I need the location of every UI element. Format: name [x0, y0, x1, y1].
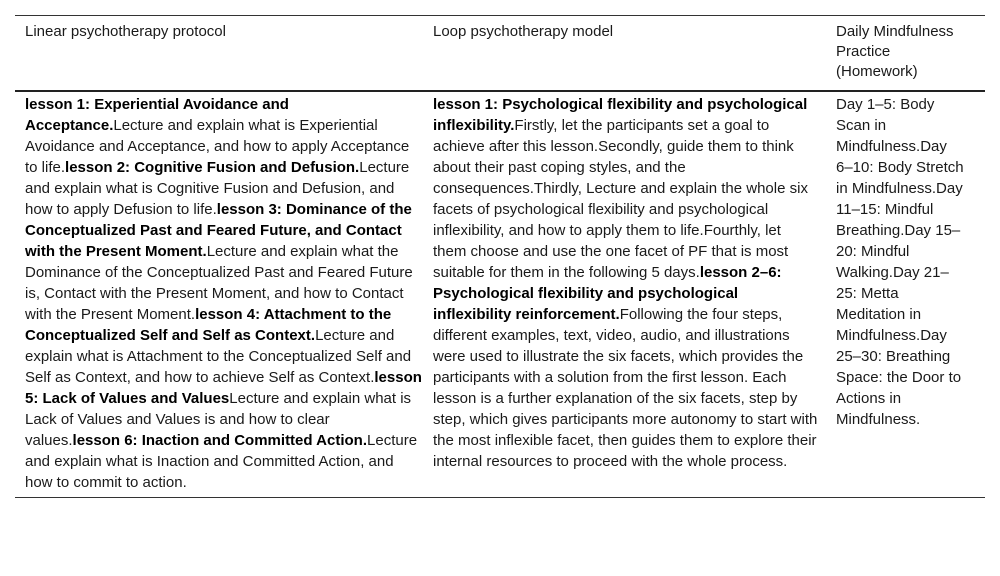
table-header-row: [15, 16, 985, 90]
cell-loop-model: [433, 94, 826, 493]
table-bottom-rule: [15, 497, 985, 498]
loop-lesson-2-6-text: Following the four steps, different examples, text, video, audio, and illustrations were used to illustrate the six facets, which provides the participants with a solution from the first lesson. Each lesson is a further explanation of the six facets, step by step, which gives participants more autonomy to start with the most inflexible facet, then guides them to explore their internal resources to proceed with the whole process.: [433, 306, 818, 470]
linear-lesson-3-text: Lecture and explain what the Dominance of the Conceptualized Past and Feared Future is, Contact with the Present Moment, and how to Contact with the Present Moment.: [25, 243, 413, 323]
linear-lesson-5-title: lesson 5: Lack of Values and Values: [25, 369, 422, 407]
loop-lesson-1-text: Firstly, let the participants set a goal to achieve after this lesson.Secondly, guide them to think about their past coping styles, and the consequences.Thirdly, Lecture and explain the whole six facets of psychological flexibility and psychological inflexibility, and how to apply them to life.Fourthly, let them choose and use the one facet of PF that is most suitable for them in the following 5 days.: [433, 117, 808, 281]
linear-lesson-2-title: lesson 2: Cognitive Fusion and Defusion.: [65, 159, 360, 176]
header-linear: Linear psychotherapy protocol: [25, 23, 226, 40]
header-loop: Loop psychotherapy model: [433, 23, 614, 40]
linear-lesson-3-title: lesson 3: Dominance of the Conceptualized Past and Feared Future, and Contact with the Present Moment.: [25, 201, 412, 260]
linear-lesson-2-text: Lecture and explain what is Cognitive Fusion and Defusion, and how to apply Defusion to life.: [25, 159, 410, 218]
linear-lesson-1-title: lesson 1: Experiential Avoidance and Acceptance.: [25, 96, 289, 134]
linear-lesson-1-text: Lecture and explain what is Experiential Avoidance and Acceptance, and how to apply Acceptance to life.: [25, 117, 410, 176]
header-daily: Daily Mindfulness Practice (Homework): [836, 23, 954, 80]
linear-lesson-6-text: Lecture and explain what is Inaction and Committed Action, and how to commit to action.: [25, 432, 418, 491]
linear-lesson-6-title: lesson 6: Inaction and Committed Action.: [72, 432, 368, 449]
loop-lesson-1-title: lesson 1: Psychological flexibility and psychological inflexibility.: [433, 96, 808, 134]
linear-lesson-5-text: Lecture and explain what is Lack of Values and Values is and how to clear values.: [25, 390, 412, 449]
cell-linear-protocol: [15, 94, 433, 493]
linear-lesson-4-title: lesson 4: Attachment to the Conceptualized Self and Self as Context.: [25, 306, 392, 344]
table-row: [15, 92, 985, 497]
linear-lesson-4-text: Lecture and explain what is Attachment to the Conceptualized Self and Self as Context, and how to achieve Self as Context.: [25, 327, 412, 386]
protocol-table: [15, 15, 985, 498]
loop-lesson-2-6-title: lesson 2–6: Psychological flexibility and psychological inflexibility reinforcement.: [433, 264, 782, 323]
cell-daily-practice: Day 1–5: Body Scan in Mindfulness.Day 6–10: Body Stretch in Mindfulness.Day 11–15: Mindful Breathing.Day 15–20: Mindful Walking.Day 21–25: Metta Meditation in Mindfulness.Day 25–30: Breathing Space: the Door to Actions in Mindfulness.: [836, 96, 964, 428]
